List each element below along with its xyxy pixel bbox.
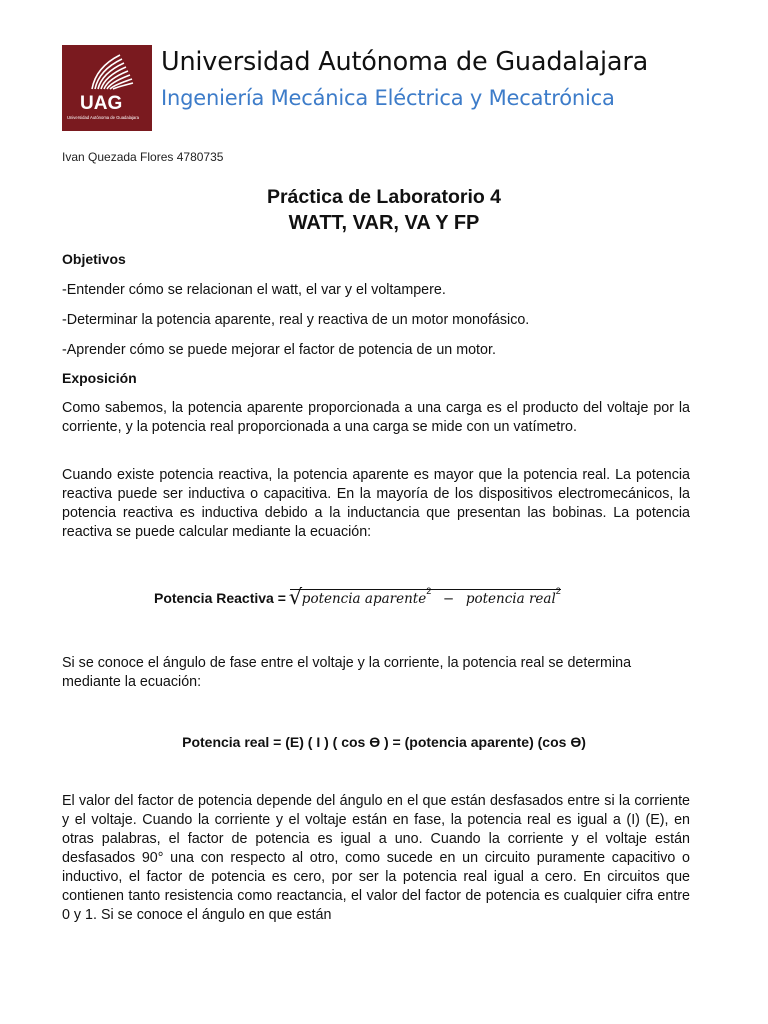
paragraph: Como sabemos, la potencia aparente proporcionada a una carga es el producto del voltaje por la corriente, y la potencia real proporcionada a una carga se mide con un vatímetro. [62,400,690,435]
uag-logo [62,45,152,131]
logo-caption: Universidad Autónoma de Guadalajara [67,115,139,120]
equation-operator: − [442,591,455,607]
equation-exponent: 2 [426,586,432,596]
objective-item: -Entender cómo se relacionan el watt, el var y el voltampere. [62,282,446,298]
university-name: Universidad Autónoma de Guadalajara [161,47,649,77]
equation-exponent: 2 [555,586,561,596]
equation-label: Potencia Reactiva = [154,590,286,606]
square-root [288,585,561,609]
equation-potencia-real: Potencia real = (E) ( I ) ( cos Ө ) = (potencia aparente) (cos Ө) [182,734,586,750]
paragraph: El valor del factor de potencia depende del ángulo en el que están desfasados entre si la corriente y el voltaje. Cuando la corriente y el voltaje están en fase, la potencia real es igual a (I) (E), en otras palabras, el factor de potencia es igual a uno. Cuando la corriente y el voltaje están desfasados 90° una con respecto al otro, como sucede en un circuito puramente capacitivo o inductivo, el factor de potencia es cero, por ser la potencia real igual a cero. En circuitos que contienen tanto resistencia como reactancia, el valor del factor de potencia es cualquier cifra entre 0 y 1. Si se conoce el ángulo en que están [62,793,690,923]
program-name: Ingeniería Mecánica Eléctrica y Mecatrónica [161,86,615,110]
objective-item: -Aprender cómo se puede mejorar el factor de potencia de un motor. [62,342,496,358]
equation-potencia-reactiva [154,585,561,609]
objective-item: -Determinar la potencia aparente, real y reactiva de un motor monofásico. [62,312,530,328]
heading-objetivos: Objetivos [62,251,126,267]
logo-text: UAG [80,93,123,114]
equation-term: potencia real [465,591,556,607]
equation-term: potencia aparente [301,591,427,607]
document-subtitle: WATT, VAR, VA Y FP [288,212,480,234]
paragraph: Cuando existe potencia reactiva, la potencia aparente es mayor que la potencia real. La potencia reactiva puede ser inductiva o capacitiva. En la mayoría de los dispositivos electromecánicos, la potencia reactiva es inductiva debido a la inductancia que presentan las bobinas. La potencia reactiva se puede calcular mediante la ecuación: [62,467,690,540]
document-title: Práctica de Laboratorio 4 [266,186,502,208]
heading-exposicion: Exposición [62,370,137,386]
paragraph: Si se conoce el ángulo de fase entre el voltaje y la corriente, la potencia real se determina mediante la ecuación: [62,655,632,690]
sqrt-sign: √ [288,585,303,609]
author-line: Ivan Quezada Flores 4780735 [62,150,224,164]
